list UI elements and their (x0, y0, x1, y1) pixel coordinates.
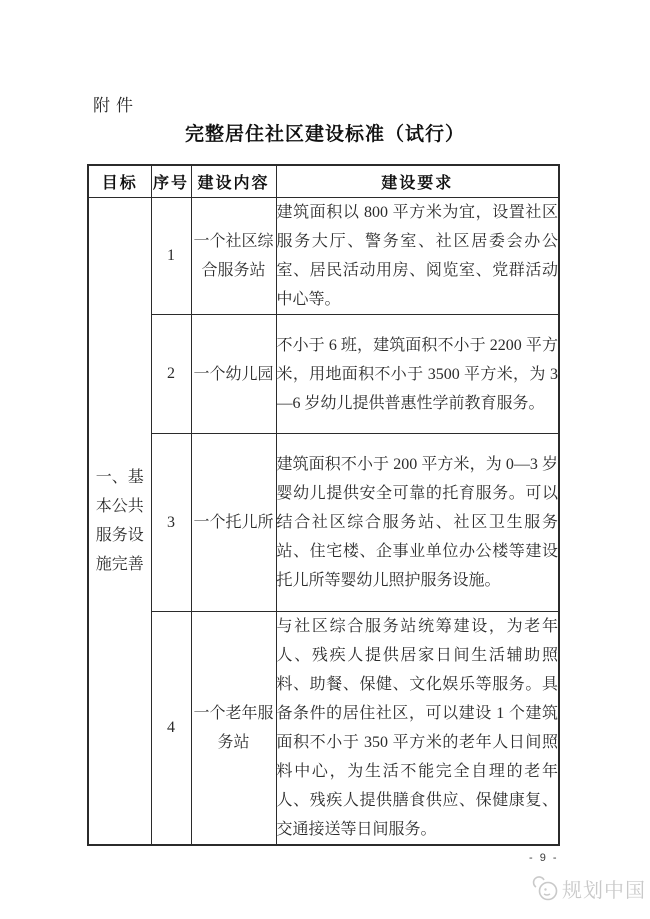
table-header-row (88, 165, 559, 198)
watermark-logo (532, 874, 646, 903)
standards-table (87, 164, 560, 846)
table-row (88, 612, 559, 846)
requirement-cell: 不小于 6 班，建筑面积不小于 2200 平方米，用地面积不小于 3500 平方米，为 3—6 岁幼儿提供普惠性学前教育服务。 (276, 315, 559, 434)
goal-group-cell: 一、基本公共服务设施完善 (88, 198, 151, 846)
serial-cell: 2 (151, 315, 191, 434)
content-cell: 一个老年服务站 (191, 612, 276, 846)
serial-cell: 1 (151, 198, 191, 315)
header-content: 建设内容 (191, 165, 276, 198)
attachment-label: 附件 (93, 96, 139, 115)
chat-bubble-face-icon (532, 875, 559, 902)
content-cell: 一个社区综合服务站 (191, 198, 276, 315)
page-number: - 9 - (529, 852, 559, 864)
requirement-cell: 与社区综合服务站统筹建设，为老年人、残疾人提供居家日间生活辅助照料、助餐、保健、文化娱乐等服务。具备条件的居住社区，可以建设 1 个建筑面积不小于 350 平方米的老年人日间照料中心，为生活不能完全自理的老年人、残疾人提供膳食供应、保健康复、交通接送等日间服务。 (276, 612, 559, 846)
serial-cell: 3 (151, 434, 191, 612)
watermark-text: 规划中国 (562, 880, 646, 902)
content-cell: 一个托儿所 (191, 434, 276, 612)
requirement-cell: 建筑面积不小于 200 平方米，为 0—3 岁婴幼儿提供安全可靠的托育服务。可以结合社区综合服务站、社区卫生服务站、住宅楼、企事业单位办公楼等建设托儿所等婴幼儿照护服务设施。 (276, 434, 559, 612)
table-row (88, 315, 559, 434)
serial-cell: 4 (151, 612, 191, 846)
header-serial: 序号 (151, 165, 191, 198)
table-row (88, 434, 559, 612)
table-row (88, 198, 559, 315)
content-cell: 一个幼儿园 (191, 315, 276, 434)
header-requirement: 建设要求 (276, 165, 559, 198)
page-title: 完整居住社区建设标准（试行） (184, 124, 465, 145)
header-goal: 目标 (88, 165, 151, 198)
requirement-cell: 建筑面积以 800 平方米为宜，设置社区服务大厅、警务室、社区居委会办公室、居民活动用房、阅览室、党群活动中心等。 (276, 198, 559, 315)
